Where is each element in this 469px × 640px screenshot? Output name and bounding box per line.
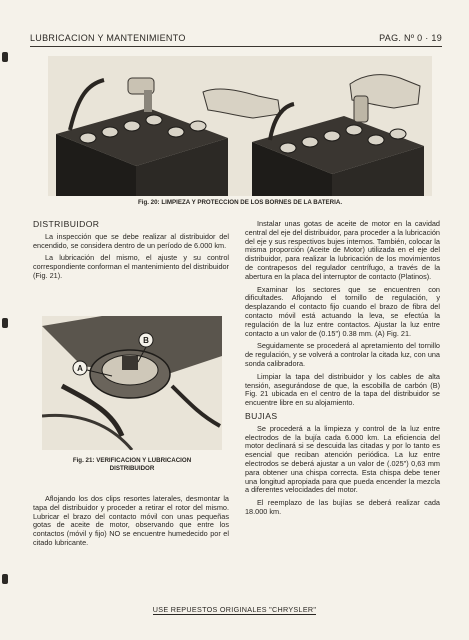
- paragraph: La inspección que se debe realizar al distribuidor del encendido, se considera dentro de un período de 6.000 km.: [33, 231, 229, 250]
- callout-b: B: [143, 336, 149, 345]
- fig21-caption-line2: DISTRIBUIDOR: [109, 465, 155, 472]
- fig20-caption: Fig. 20: LIMPIEZA Y PROTECCION DE LOS BORNES DE LA BATERIA.: [137, 199, 343, 206]
- fig20-illustration: [48, 56, 432, 196]
- punch-hole: [2, 52, 8, 62]
- footer-text: USE REPUESTOS ORIGINALES "CHRYSLER": [152, 605, 317, 614]
- page-number: PAG. Nº 0 · 19: [379, 33, 442, 43]
- paragraph: La lubricación del mismo, el ajuste y su control correspondiente conforman el mantenimiento del distribuidor (Fig. 21).: [33, 253, 229, 280]
- paragraph: Seguidamente se procederá al apretamiento del tornillo de regulación, y se volverá a controlar la citada luz, con una sonda calibradora.: [245, 341, 440, 368]
- paragraph: Se procederá a la limpieza y control de la luz entre electrodos de la bujía cada 6.000 km. La eficiencia del motor declinará si se descuida las citadas y por lo tanto es esencial que reciban atención periódica. La luz entre electrodos se deberá ajustar a un valor de (.025") 0,63 mm para obtener una chispa correcta. Esta chispa debe tener una longitud apropiada para que pueda encender la mezcla a diferentes velocidades del motor.: [245, 423, 440, 495]
- right-column: [245, 220, 440, 521]
- fig21-illustration: [42, 316, 222, 450]
- paragraph: Examinar los sectores que se encuentren con dificultades. Aflojando el tornillo de regulación, y desplazando el contacto fijo cuando el brazo de fibra del contacto móvil está actuando la leva, se efectúa la regulación de la luz entre contactos. Ajustar la luz entre contacto a un valor de (0.15") 0.38 mm. (A) Fig. 21.: [245, 284, 440, 338]
- battery-illustration: [48, 56, 432, 196]
- callout-a: A: [77, 364, 83, 373]
- section-heading-distribuidor: DISTRIBUIDOR: [33, 219, 100, 229]
- paragraph: El reemplazo de las bujías se deberá realizar cada 18.000 km.: [245, 498, 440, 516]
- paragraph: Aflojando los dos clips resortes laterales, desmontar la tapa del distribuidor y proceder a retirar el rotor del mismo. Lubricar el brazo del contacto móvil con unas pequeñas gotas de aceite de motor, observando que entre los contactos (móvil y fijo) NO se encuentre humedecido por el citado lubricante.: [33, 494, 229, 547]
- punch-hole: [2, 574, 8, 584]
- fig21-caption: [42, 457, 222, 473]
- punch-hole: [2, 318, 8, 328]
- paragraph: Limpiar la tapa del distribuidor y los cables de alta tensión, asegurándose de que, la escobilla de carbón (B) Fig. 21 ubicada en el centro de la tapa del distribuidor se encuentre libre en su alojamiento.: [245, 371, 440, 408]
- page-footer: [0, 605, 469, 614]
- header-rule: [30, 46, 442, 47]
- section-title: LUBRICACION Y MANTENIMIENTO: [30, 33, 186, 43]
- section-heading-bujias: BUJIAS: [245, 410, 278, 421]
- paragraph: Instalar unas gotas de aceite de motor en la cavidad central del eje del distribuidor, para proceder a la lubricación del eje y sus respectivos bujes internos. También, colocar la misma proporción (Aceite de Motor) utilizada en el eje del distribuidor, para realizar la lubricación de los movimientos de contrapesos del regulador centrífugo, a través de la abertura en la placa del interruptor de contacto (Platinos).: [245, 219, 440, 281]
- left-column-bottom: [33, 495, 229, 552]
- distributor-illustration: [42, 316, 222, 450]
- fig21-caption-line1: Fig. 21: VERIFICACION Y LUBRICACION: [72, 457, 192, 464]
- left-column-top: [33, 220, 229, 285]
